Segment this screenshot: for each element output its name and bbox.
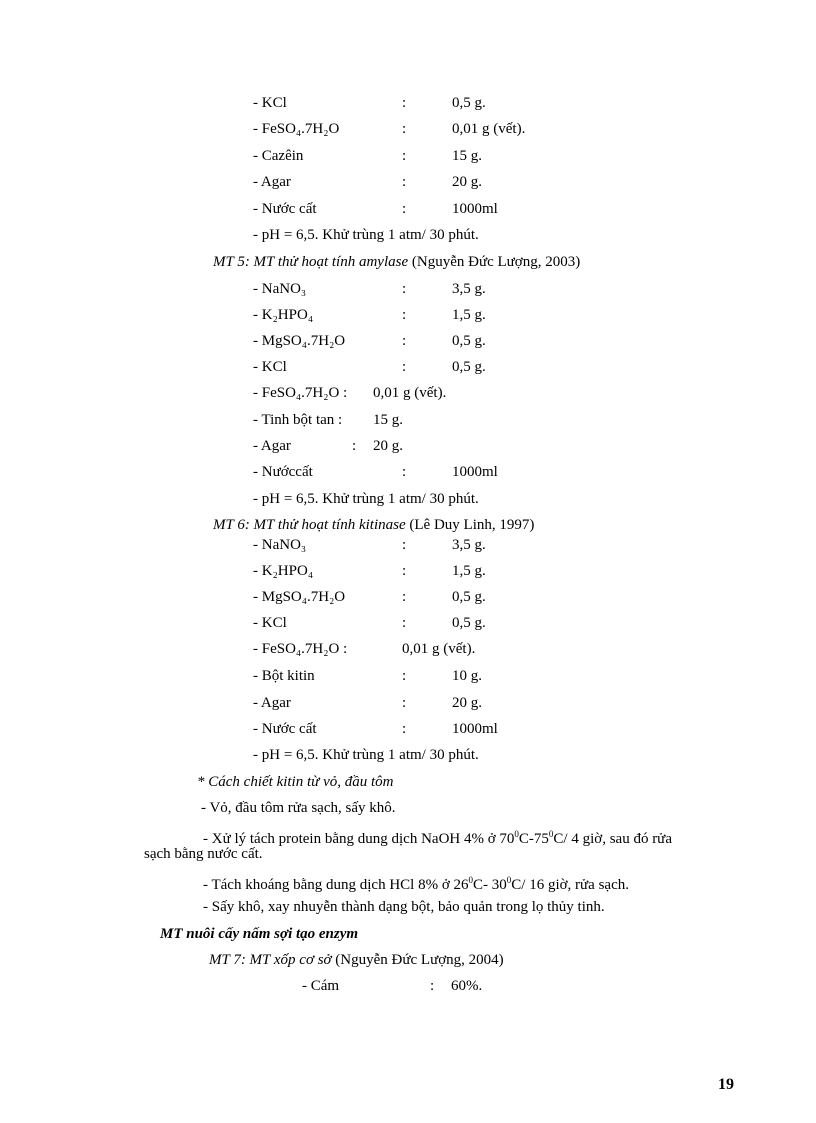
mt7-item-colon: :: [430, 978, 435, 994]
mt7-item-name: - Cám: [302, 978, 340, 994]
section-heading: MT nuôi cấy nấm sợi tạo enzym: [160, 926, 359, 942]
mt4-item-value: 0,5 g.: [452, 95, 486, 111]
chitin-step-3-c: C/ 16 giờ, rửa sạch.: [511, 877, 629, 893]
mt6-item-name: - Agar: [253, 695, 291, 711]
mt5-item-colon: :: [402, 359, 407, 375]
mt5-item-colon: :: [402, 281, 407, 297]
chitin-step-2-line2: sạch bằng nước cất.: [144, 846, 263, 862]
mt6-item-value: 0,5 g.: [452, 615, 486, 631]
mt6-item-value: 1000ml: [452, 721, 498, 737]
mt6-item-colon: :: [402, 695, 407, 711]
mt5-item-colon: :: [402, 307, 407, 323]
chitin-step-2-c: C/ 4 giờ, sau đó rửa: [553, 831, 672, 847]
mt6-title-text: MT 6: MT thử hoạt tính kitinase: [213, 517, 406, 533]
mt5-nuoc-name: - Nướccất: [253, 464, 313, 480]
mt5-agar-value: 20 g.: [373, 438, 403, 454]
mt7-citation: (Nguyễn Đức Lượng, 2004): [331, 952, 504, 968]
mt4-item-value: 0,01 g (vết).: [452, 121, 526, 137]
mt5-tinhbot-name: - Tinh bột tan :: [253, 412, 343, 428]
mt5-title: [213, 253, 580, 271]
mt4-item-name: - Agar: [253, 174, 291, 190]
chitin-step-2-a: - Xử lý tách protein bằng dung dịch NaOH 4% ở 70: [203, 831, 515, 847]
mt6-item-name: - NaNO₃: [253, 537, 307, 553]
mt5-agar-colon: :: [352, 438, 357, 454]
mt6-item-colon: :: [402, 668, 407, 684]
mt6-item-value: 3,5 g.: [452, 537, 486, 553]
page-number: 19: [718, 1076, 734, 1093]
mt6-ph-line: - pH = 6,5. Khử trùng 1 atm/ 30 phút.: [253, 747, 479, 763]
mt5-item-colon: :: [402, 333, 407, 349]
mt4-item-value: 20 g.: [452, 174, 482, 190]
chitin-step-3-sup1: 0: [468, 875, 474, 885]
mt6-item-colon: :: [402, 563, 407, 579]
mt4-item-colon: :: [402, 148, 407, 164]
chitin-step-4: - Sấy khô, xay nhuyễn thành dạng bột, bảo quản trong lọ thủy tinh.: [203, 899, 605, 915]
mt5-ph-line: - pH = 6,5. Khử trùng 1 atm/ 30 phút.: [253, 491, 479, 507]
mt4-item-colon: :: [402, 174, 407, 190]
mt5-item-name: - MgSO₄.7H₂O: [253, 333, 346, 349]
mt7-item-value: 60%.: [451, 978, 483, 994]
mt6-item-colon: :: [402, 589, 407, 605]
chitin-step-3: [203, 871, 629, 894]
mt5-nuoc-value: 1000ml: [452, 464, 498, 480]
mt6-item-colon: :: [402, 615, 407, 631]
mt4-item-colon: :: [402, 201, 407, 217]
chitin-step-2: [203, 825, 672, 848]
mt4-item-colon: :: [402, 95, 407, 111]
mt6-item-name: - Nước cất: [253, 721, 317, 737]
mt5-item-value: 1,5 g.: [452, 307, 486, 323]
mt6-item-name: - K₂HPO₄: [253, 563, 314, 579]
mt5-item-name: - KCl: [253, 359, 287, 375]
mt6-item-name: - MgSO₄.7H₂O: [253, 589, 346, 605]
chitin-step-3-b: C- 30: [473, 877, 507, 893]
mt5-tinhbot-value: 15 g.: [373, 412, 403, 428]
mt6-item-value: 0,5 g.: [452, 589, 486, 605]
mt6-item-value: 20 g.: [452, 695, 482, 711]
mt6-item-name: - KCl: [253, 615, 287, 631]
mt5-item-name: - K₂HPO₄: [253, 307, 314, 323]
mt6-feso4-value: 0,01 g (vết).: [402, 641, 476, 657]
mt4-item-value: 15 g.: [452, 148, 482, 164]
chitin-step-1: - Vỏ, đầu tôm rửa sạch, sấy khô.: [201, 800, 396, 816]
mt5-citation: (Nguyễn Đức Lượng, 2003): [408, 254, 581, 270]
mt5-feso4-name: - FeSO₄.7H₂O :: [253, 385, 348, 401]
mt5-item-name: - NaNO₃: [253, 281, 307, 297]
mt4-item-value: 1000ml: [452, 201, 498, 217]
mt6-item-value: 10 g.: [452, 668, 482, 684]
mt4-item-name: - KCl: [253, 95, 287, 111]
mt4-item-name: - Nước cất: [253, 201, 317, 217]
mt6-item-colon: :: [402, 721, 407, 737]
mt7-title: [209, 951, 504, 969]
mt6-item-value: 1,5 g.: [452, 563, 486, 579]
mt5-feso4-value: 0,01 g (vết).: [373, 385, 447, 401]
mt5-agar-name: - Agar: [253, 438, 291, 454]
mt6-item-name: - Bột kitin: [253, 668, 315, 684]
chitin-step-3-sup2: 0: [506, 875, 512, 885]
mt5-item-value: 0,5 g.: [452, 359, 486, 375]
chitin-heading: * Cách chiết kitin từ vỏ, đầu tôm: [197, 774, 394, 790]
mt5-item-value: 3,5 g.: [452, 281, 486, 297]
mt4-item-name: - FeSO₄.7H₂O: [253, 121, 340, 137]
mt6-item-colon: :: [402, 537, 407, 553]
mt5-nuoc-colon: :: [402, 464, 407, 480]
mt5-title-text: MT 5: MT thử hoạt tính amylase: [213, 254, 409, 270]
mt6-feso4-name: - FeSO₄.7H₂O :: [253, 641, 348, 657]
mt7-title-text: MT 7: MT xốp cơ sở: [209, 952, 332, 968]
chitin-step-2-sup2: 0: [548, 829, 554, 839]
mt6-title: [213, 516, 534, 534]
mt6-citation: (Lê Duy Linh, 1997): [405, 517, 535, 533]
chitin-step-3-a: - Tách khoáng bằng dung dịch HCl 8% ở 26: [203, 877, 469, 893]
chitin-step-2-b: C-75: [518, 831, 549, 847]
mt4-item-colon: :: [402, 121, 407, 137]
mt4-ph-line: - pH = 6,5. Khử trùng 1 atm/ 30 phút.: [253, 227, 479, 243]
mt4-item-name: - Cazêin: [253, 148, 304, 164]
chitin-step-2-sup1: 0: [514, 829, 519, 839]
mt5-item-value: 0,5 g.: [452, 333, 486, 349]
